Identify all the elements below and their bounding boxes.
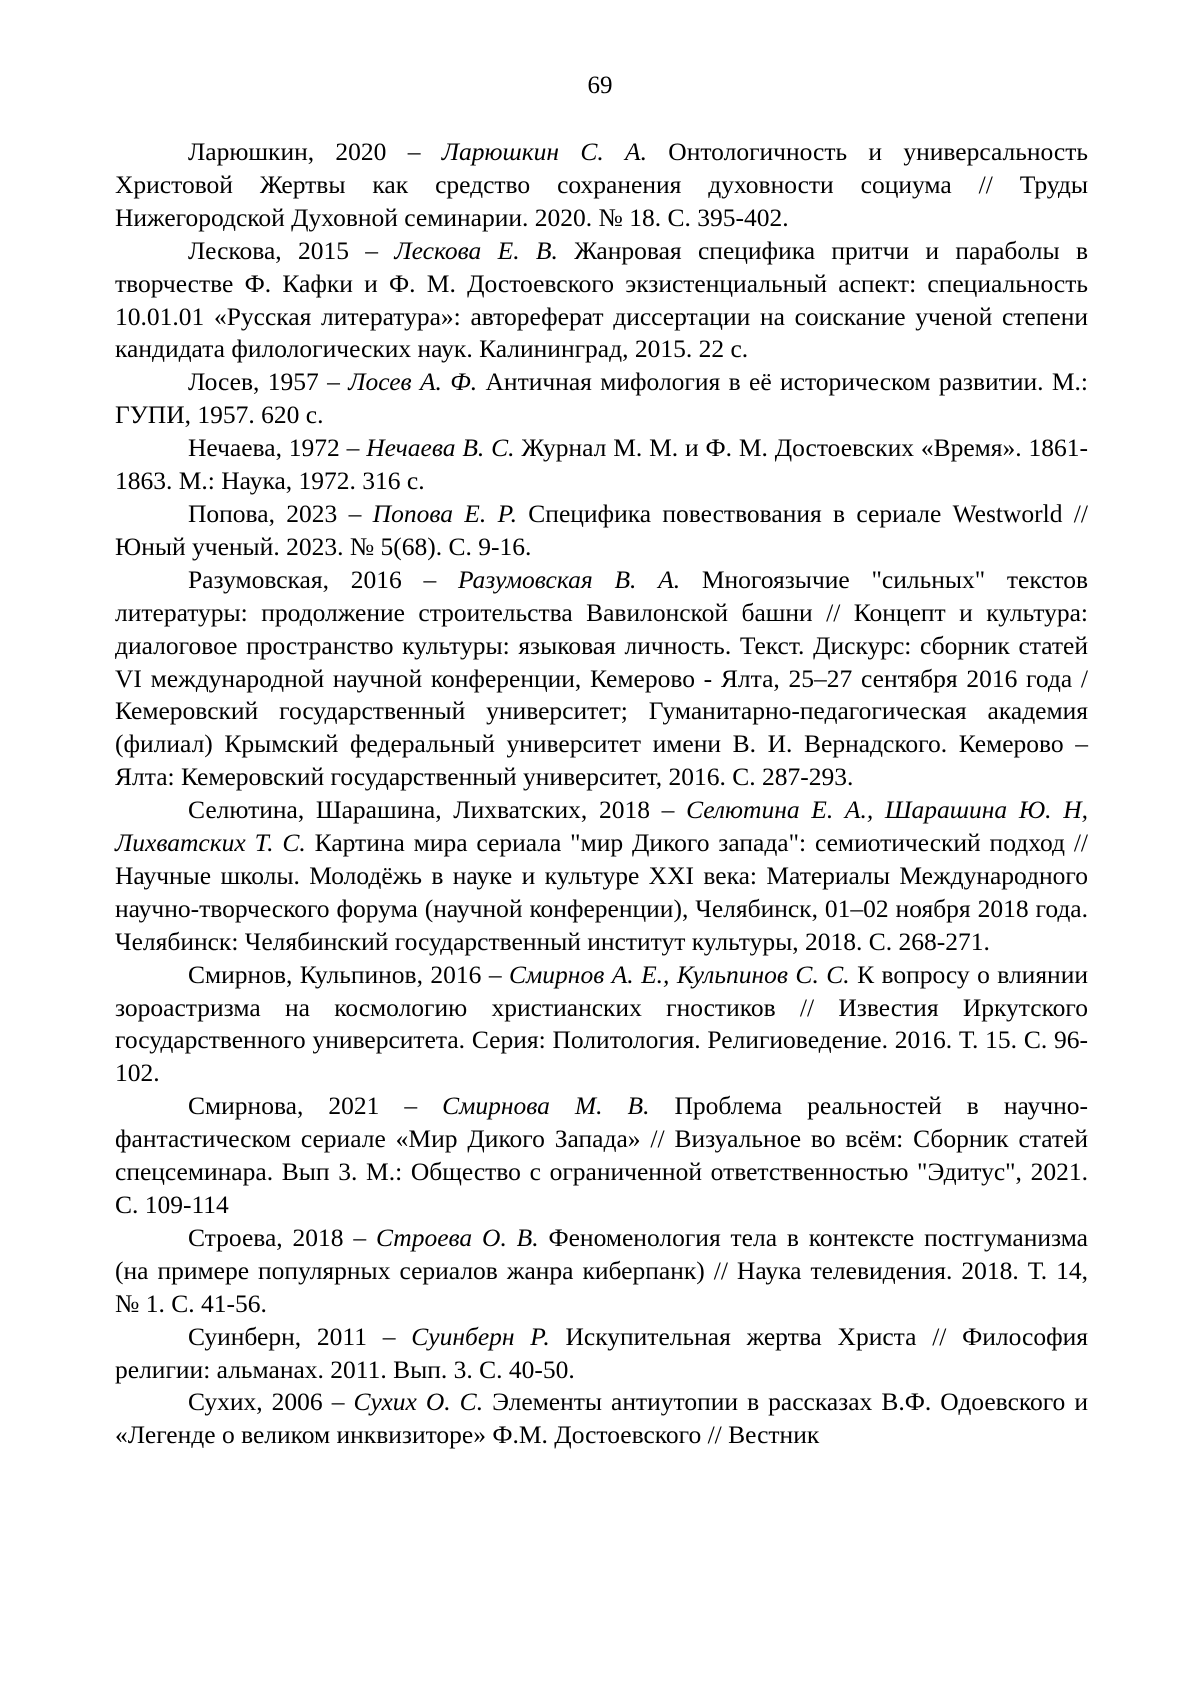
bibliography-entry — [115, 498, 1088, 564]
entry-lead: Строева, 2018 – — [188, 1222, 376, 1252]
entry-authors: Лосев А. Ф. — [348, 367, 478, 397]
entry-lead: Селютина, Шарашина, Лихватских, 2018 – — [188, 795, 687, 825]
bibliography-entry — [115, 794, 1088, 959]
entry-authors: Нечаева В. С. — [366, 433, 515, 463]
entry-authors: Сухих О. С. — [353, 1387, 484, 1417]
entry-lead: Попова, 2023 – — [188, 498, 373, 528]
entry-lead: Лескова, 2015 – — [188, 235, 395, 265]
bibliography-entry — [115, 959, 1088, 1091]
entry-authors: Селютина Е. А., Шарашина Ю. Н, Лихватских Т. С. — [115, 795, 1088, 858]
entry-authors: Суинберн Р. — [411, 1321, 550, 1351]
entry-details: К вопросу о влиянии зороастризма на космологию христианских гностиков // Известия Иркутского государственного университета. Серия: Политология. Религиоведение. 2016. Т. 15. С. 96-102. — [115, 959, 1088, 1088]
entry-lead: Смирнов, Кульпинов, 2016 – — [188, 959, 510, 989]
entry-authors: Ларюшкин С. А. — [441, 137, 648, 166]
entry-authors: Разумовская В. А. — [457, 564, 681, 594]
bibliography-entry — [115, 564, 1088, 794]
bibliography-entry — [115, 136, 1088, 235]
entry-lead: Нечаева, 1972 – — [188, 433, 367, 463]
bibliography-entry — [115, 1090, 1088, 1222]
bibliography-entry — [115, 1321, 1088, 1387]
entry-details: Журнал М. М. и Ф. М. Достоевских «Время». 1861-1863. М.: Наука, 1972. 316 с. — [115, 433, 1088, 496]
entry-lead: Суинберн, 2011 – — [188, 1321, 412, 1351]
entry-details: Античная мифология в её историческом развитии. М.: ГУПИ, 1957. 620 с. — [115, 367, 1088, 430]
entry-details: Специфика повествования в сериале Westworld // Юный ученый. 2023. № 5(68). С. 9-16. — [115, 498, 1088, 561]
bibliography-entry — [115, 432, 1088, 498]
entry-lead: Смирнова, 2021 – — [188, 1091, 443, 1121]
entry-details: Элементы антиутопии в рассказах В.Ф. Одоевского и «Легенде о великом инквизиторе» Ф.М. Достоевского // Вестник — [115, 1387, 1088, 1450]
entry-details: Многоязычие "сильных" текстов литературы: продолжение строительства Вавилонской башни // Концепт и культура: диалоговое пространство культуры: языковая личность. Текст. Дискурс: сборник статей VI международной научной конференции, Кемерово - Ялта, 25–27 сентября 2016 года / Кемеровский государственный университет; Гуманитарно-педагогическая академия (филиал) Крымский федеральный университет имени В. И. Вернадского. Кемерово – Ялта: Кемеровский государственный университет, 2016. С. 287-293. — [115, 564, 1088, 792]
bibliography-entry — [115, 366, 1088, 432]
entry-authors: Попова Е. Р. — [372, 498, 517, 528]
entry-lead: Лосев, 1957 – — [188, 367, 349, 397]
entry-details: Картина мира сериала "мир Дикого запада": семиотический подход // Научные школы. Молодёжь в науке и культуре XXI века: Материалы Международного научно-творческого форума (научной конференции), Челябинск, 01–02 ноября 2018 года. Челябинск: Челябинский государственный институт культуры, 2018. С. 268-271. — [115, 828, 1088, 956]
entry-lead: Ларюшкин, 2020 – — [188, 137, 442, 166]
entry-details: Феноменология тела в контексте постгуманизма (на примере популярных сериалов жанра киберпанк) // Наука телевидения. 2018. Т. 14, № 1. С. 41-56. — [115, 1222, 1088, 1318]
bibliography-list — [115, 136, 1088, 1452]
entry-lead: Сухих, 2006 – — [188, 1387, 354, 1417]
entry-details: Онтологичность и универсальность Христовой Жертвы как средство сохранения духовности социума // Труды Нижегородской Духовной семинарии. 2020. № 18. С. 395-402. — [115, 137, 1089, 232]
entry-details: Жанровая специфика притчи и параболы в творчестве Ф. Кафки и Ф. М. Достоевского экзистенциальный аспект: специальность 10.01.01 «Русская литература»: автореферат диссертации на соискание ученой степени кандидата филологических наук. Калининград, 2015. 22 с. — [115, 235, 1089, 364]
entry-lead: Разумовская, 2016 – — [188, 564, 458, 594]
page-number: 69 — [587, 72, 613, 99]
entry-authors: Смирнова М. В. — [442, 1091, 650, 1121]
bibliography-entry — [115, 235, 1088, 367]
entry-authors: Строева О. В. — [375, 1222, 539, 1252]
entry-authors: Смирнов А. Е., Кульпинов С. С. — [509, 959, 850, 989]
entry-details: Проблема реальностей в научно-фантастическом сериале «Мир Дикого Запада» // Визуальное во всём: Сборник статей спецсеминара. Вып 3. М.: Общество с ограниченной ответственностью "Эдитус", 2021. С. 109-114 — [115, 1091, 1088, 1219]
entry-authors: Лескова Е. В. — [394, 235, 558, 265]
bibliography-entry — [115, 1386, 1088, 1452]
bibliography-entry — [115, 1222, 1088, 1321]
entry-details: Искупительная жертва Христа // Философия религии: альманах. 2011. Вып. 3. С. 40-50. — [115, 1321, 1089, 1384]
